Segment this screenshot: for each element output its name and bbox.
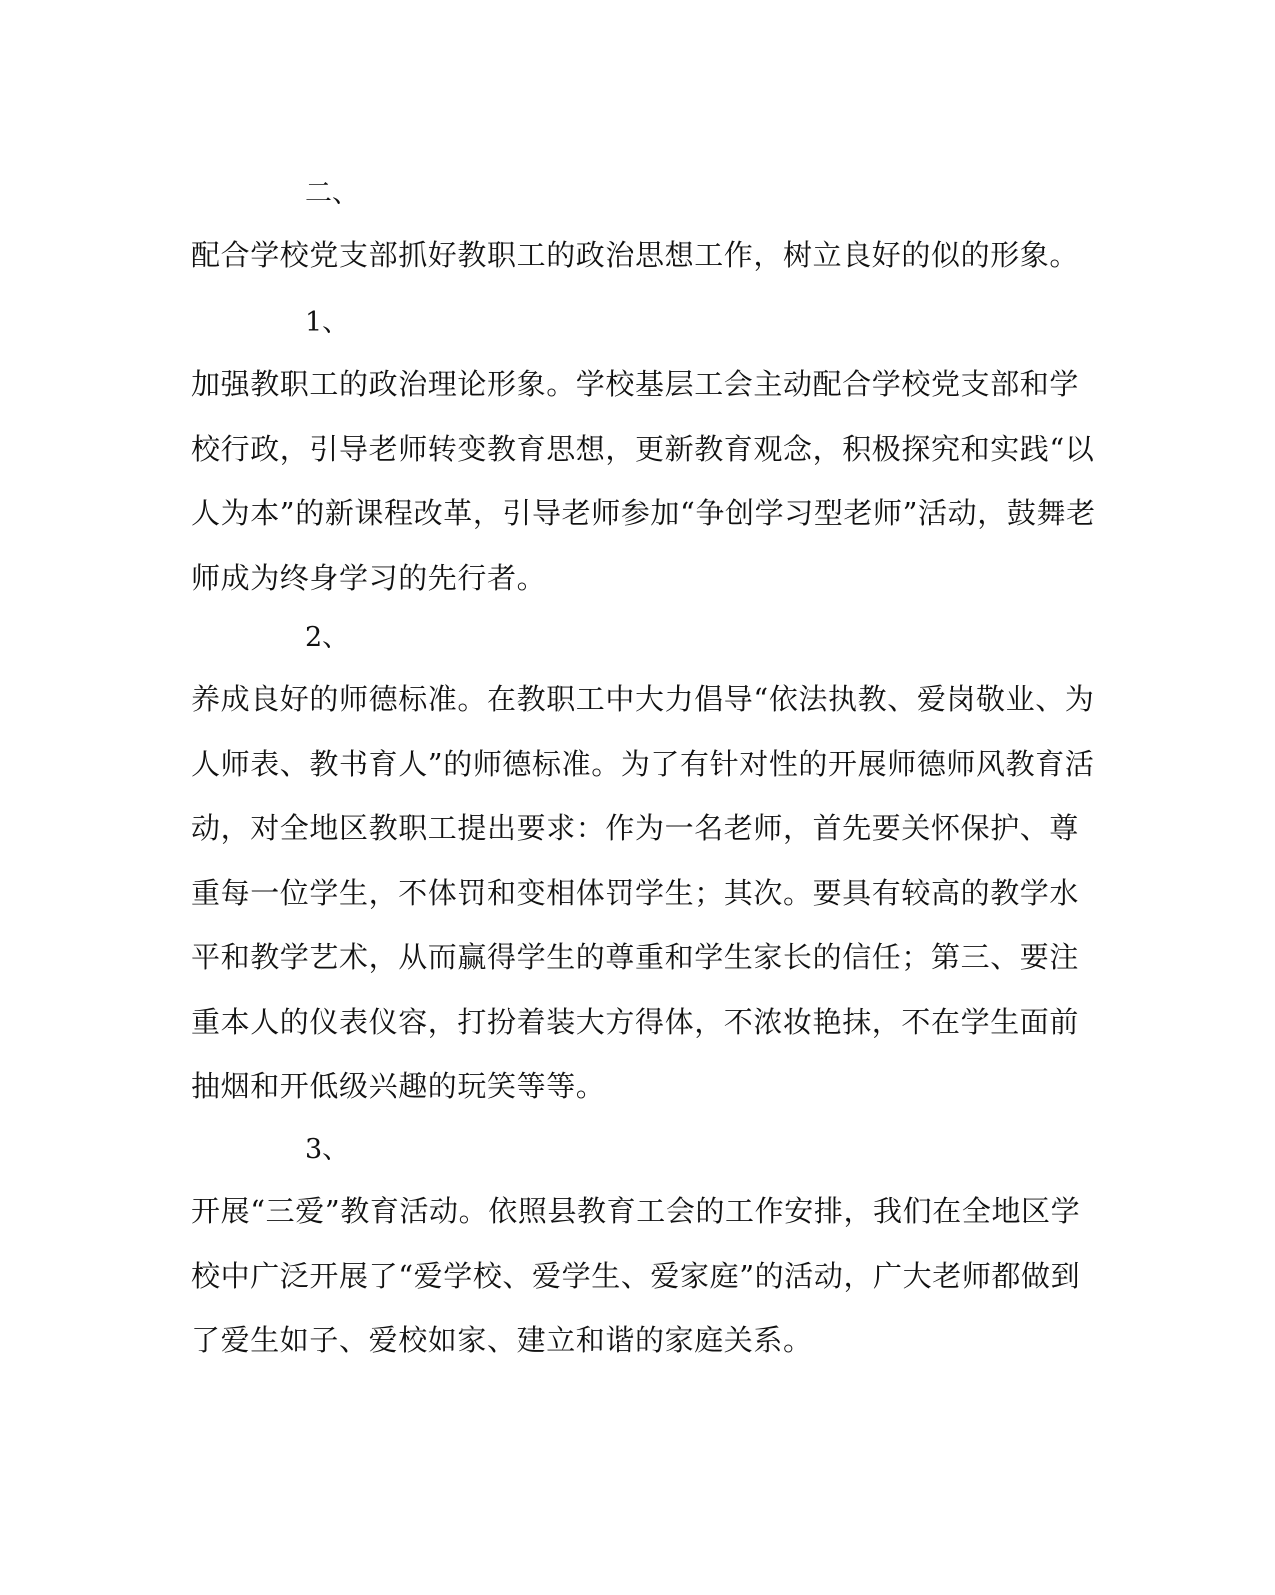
section-paragraph-2-sub	[191, 667, 1095, 1119]
paragraph-line: 重本人的仪表仪容，打扮着装大方得体，不浓妆艳抹，不在学生面前	[191, 1004, 1080, 1039]
paragraph-line: 开展“三爱”教育活动。依照县教育工会的工作安排，我们在全地区学	[191, 1194, 1081, 1228]
section-paragraph-1	[191, 352, 1096, 610]
paragraph-line: 师成为终身学习的先行者。	[191, 560, 547, 595]
paragraph-line: 加强教职工的政治理论形象。学校基层工会主动配合学校党支部和学	[191, 367, 1080, 401]
paragraph-line: 了爱生如子、爱校如家、建立和谐的家庭关系。	[191, 1323, 813, 1357]
paragraph-line: 养成良好的师德标准。在教职工中大力倡导“依法执教、爱岗敬业、为	[191, 682, 1095, 716]
paragraph-line: 抽烟和开低级兴趣的玩笑等等。	[191, 1069, 606, 1103]
section-paragraph-3	[191, 1179, 1081, 1373]
paragraph-line: 校行政，引导老师转变教育思想，更新教育观念，积极探究和实践“以	[191, 431, 1095, 466]
paragraph-line: 平和教学艺术，从而赢得学生的尊重和学生家长的信任；第三、要注	[191, 940, 1080, 974]
paragraph-line: 重每一位学生，不体罚和变相体罚学生；其次。要具有较高的教学水	[191, 875, 1080, 910]
paragraph-line: 动，对全地区教职工提出要求：作为一名老师，首先要关怀保护、尊	[191, 811, 1080, 845]
section-heading-1: 1、	[305, 307, 350, 338]
section-heading-3: 3、	[305, 1134, 350, 1165]
section-paragraph-2	[191, 223, 1080, 288]
paragraph-line: 校中广泛开展了“爱学校、爱学生、爱家庭”的活动，广大老师都做到	[191, 1258, 1081, 1293]
paragraph-line: 配合学校党支部抓好教职工的政治思想工作，树立良好的似的形象。	[191, 238, 1080, 272]
section-heading-2: 二、	[305, 178, 359, 209]
section-heading-2-sub: 2、	[305, 622, 350, 653]
paragraph-line: 人为本”的新课程改革，引导老师参加“争创学习型老师”活动，鼓舞老	[191, 496, 1096, 530]
paragraph-line: 人师表、教书育人”的师德标准。为了有针对性的开展师德师风教育活	[191, 746, 1095, 781]
